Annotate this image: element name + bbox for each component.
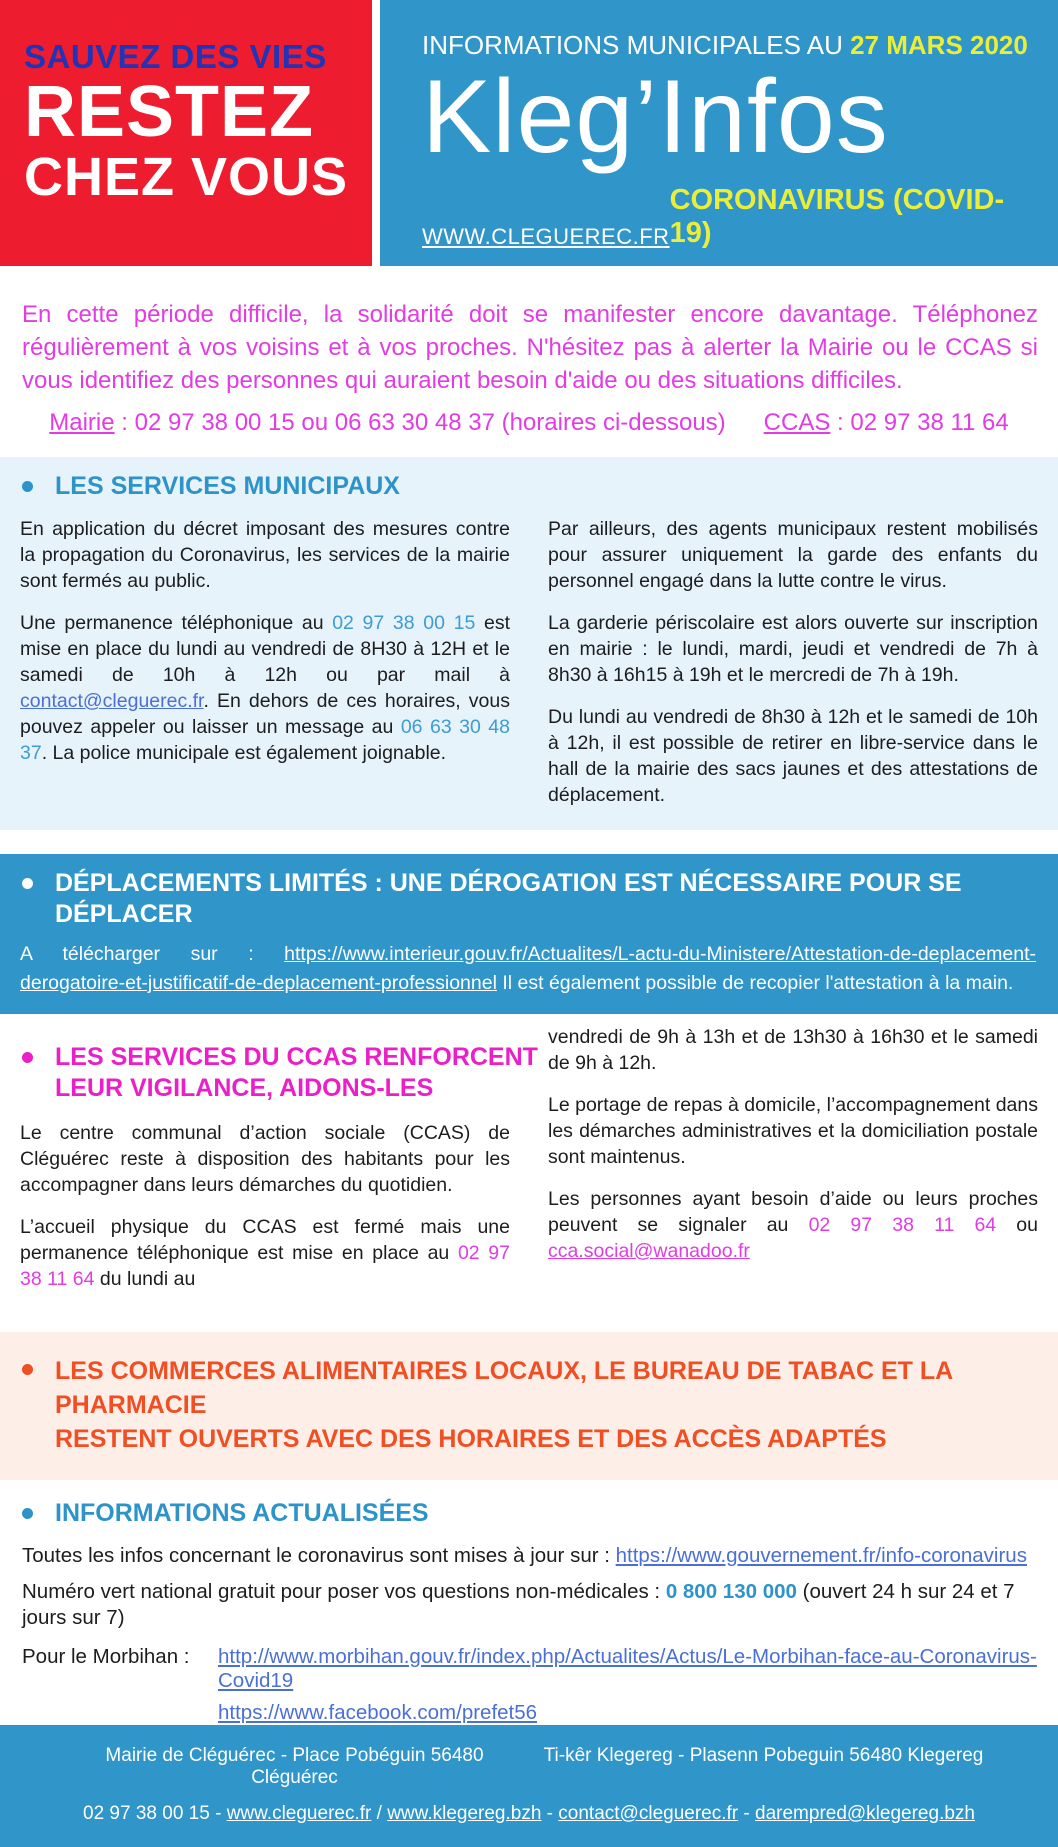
services-left-p1: En application du décret imposant des mesures contre la propagation du Coronavirus, les services de la mairie sont fermés au public. xyxy=(20,518,510,592)
phone-number: 02 97 38 00 15 xyxy=(332,612,476,634)
bullet-icon xyxy=(22,878,33,889)
morbihan-links xyxy=(218,1645,1038,1725)
mairie-email-link[interactable]: contact@cleguerec.fr xyxy=(20,690,204,712)
text: . La police municipale est également joignable. xyxy=(41,742,447,764)
morbihan-label: Pour le Morbihan : xyxy=(22,1645,190,1668)
footer-contacts xyxy=(60,1803,998,1825)
services-right-p1: Par ailleurs, des agents municipaux restent mobilisés pour assurer uniquement la garde des enfants du personnel engagé dans la lutte contre le virus. xyxy=(548,518,1038,592)
slogan-restez: RESTEZ xyxy=(24,72,315,152)
footer-site-bzh-link[interactable]: www.klegereg.bzh xyxy=(387,1803,542,1824)
section-commerces xyxy=(0,1332,1058,1480)
services-columns xyxy=(14,516,1038,824)
ccas-left-column xyxy=(20,1120,510,1308)
infos-heading-row xyxy=(14,1498,1038,1529)
text: (ouvert 24 h sur 24 et 7 jours sur 7) xyxy=(22,1580,1015,1629)
footer-email-bzh-link[interactable]: darempred@klegereg.bzh xyxy=(755,1803,975,1824)
text: . En dehors de ces horaires, vous pouvez appeler ou laisser un message au xyxy=(20,690,510,738)
section-ccas xyxy=(0,1026,1058,1308)
ccas-contact xyxy=(764,409,1009,437)
contacts-line xyxy=(0,409,1058,437)
text: A télécharger sur : xyxy=(20,943,285,965)
infos-title: INFORMATIONS ACTUALISÉES xyxy=(55,1499,429,1527)
section-deplacements xyxy=(0,854,1058,1014)
green-number: 0 800 130 000 xyxy=(665,1580,797,1603)
ccas-right-p3 xyxy=(548,1186,1038,1264)
text: Numéro vert national gratuit pour poser vos questions non-médicales : xyxy=(22,1580,666,1603)
masthead-kicker xyxy=(422,30,1032,61)
services-left-p2 xyxy=(20,610,510,766)
stay-home-banner xyxy=(0,0,372,266)
bullet-icon xyxy=(22,1052,33,1063)
services-right-p2: La garderie périscolaire est alors ouverte sur inscription en mairie : le lundi, mardi, jeudi et vendredi de 7h à 8h30 à 16h15 à 19h et le mercredi de 7h à 19h. xyxy=(548,612,1038,686)
mairie-contact xyxy=(49,409,725,437)
footer-address-fr: Mairie de Cléguérec - Place Pobéguin 56480 Cléguérec xyxy=(105,1745,484,1788)
deplacements-body xyxy=(14,940,1040,998)
ccas-title xyxy=(55,1042,538,1104)
section-services-municipaux xyxy=(0,457,1058,830)
morbihan-row xyxy=(22,1645,1038,1725)
services-left-column xyxy=(20,516,510,824)
intro-paragraph: En cette période difficile, la solidarité doit se manifester encore davantage. Téléphonez régulièrement à vos voisins et à vos proches. N'hésitez pas à alerter la Mairie ou le CCAS si vous identifiez des personnes qui auraient besoin d'aide ou des situations difficiles. xyxy=(22,301,1038,394)
text: - xyxy=(541,1803,559,1824)
issue-date: 27 MARS 2020 xyxy=(850,30,1028,60)
footer-site-fr-link[interactable]: www.cleguerec.fr xyxy=(226,1803,372,1824)
section-infos xyxy=(0,1498,1058,1725)
text: Une permanence téléphonique au xyxy=(20,612,333,634)
services-right-column xyxy=(548,516,1038,824)
phone-number: 02 97 38 11 64 xyxy=(20,1242,510,1290)
infos-line2 xyxy=(22,1579,1038,1631)
bullet-icon xyxy=(22,1508,33,1519)
commerces-title-line2: RESTENT OUVERTS AVEC DES HORAIRES ET DES ACCÈS ADAPTÉS xyxy=(55,1425,887,1453)
ccas-right-p2: Le portage de repas à domicile, l’accompagnement dans les démarches administratives et la domiciliation postale sont maintenus. xyxy=(548,1094,1038,1168)
footer xyxy=(0,1725,1058,1847)
website-link[interactable]: WWW.CLEGUEREC.FR xyxy=(422,224,670,249)
services-right-p3: Du lundi au vendredi de 8h30 à 12h et le samedi de 10h à 12h, il est possible de retirer en libre-service dans le hall de la mairie des sacs jaunes et des attestations de déplacement. xyxy=(548,706,1038,806)
kicker-text: INFORMATIONS MUNICIPALES AU xyxy=(422,30,851,60)
footer-email-fr-link[interactable]: contact@cleguerec.fr xyxy=(558,1803,739,1824)
text: / xyxy=(371,1803,388,1824)
slogan-save-lives: SAUVEZ DES VIES xyxy=(24,38,327,75)
text: du lundi au xyxy=(94,1268,196,1290)
commerces-title xyxy=(55,1354,1040,1456)
mairie-label: Mairie xyxy=(49,409,115,436)
phone-number: 06 63 30 48 37 xyxy=(20,716,510,764)
slogan-chez-vous: CHEZ VOUS xyxy=(24,147,349,207)
attestation-link[interactable]: https://www.interieur.gouv.fr/Actualites/L-actu-du-Ministere/Attestation-de-deplacement-derogatoire-et-justificatif-de-deplacement-professionnel xyxy=(20,943,1036,994)
bullet-icon xyxy=(22,1364,33,1375)
masthead-bottom xyxy=(422,184,1032,250)
text: Les personnes ayant besoin d’aide ou leurs proches peuvent se signaler au xyxy=(548,1188,1038,1236)
ccas-right-column xyxy=(548,1024,1038,1308)
footer-addresses xyxy=(60,1745,998,1789)
deplacements-title: DÉPLACEMENTS LIMITÉS : UNE DÉROGATION EST NÉCESSAIRE POUR SE DÉPLACER xyxy=(55,869,962,928)
covid-label: CORONAVIRUS (COVID-19) xyxy=(669,184,1005,249)
ccas-label: CCAS xyxy=(763,409,831,436)
deplacements-heading-row xyxy=(14,868,1040,930)
text: Toutes les infos concernant le coronavirus sont mises à jour sur : xyxy=(22,1544,616,1567)
commerces-title-line1: LES COMMERCES ALIMENTAIRES LOCAUX, LE BUREAU DE TABAC ET LA PHARMACIE xyxy=(55,1357,953,1419)
masthead xyxy=(380,0,1058,266)
bullet-icon xyxy=(22,481,33,492)
bulletin-title: Kleg’Infos xyxy=(422,59,889,175)
ccas-right-p1: vendredi de 9h à 13h et de 13h30 à 16h30 et le samedi de 9h à 12h. xyxy=(548,1026,1038,1074)
ccas-email-link[interactable]: cca.social@wanadoo.fr xyxy=(548,1240,750,1262)
services-heading-row xyxy=(14,471,1038,502)
morbihan-gouv-link[interactable]: http://www.morbihan.gouv.fr/index.php/Actualites/Actus/Le-Morbihan-face-au-Coronavirus-Covid19 xyxy=(218,1645,1037,1692)
ccas-left-p1: Le centre communal d’action sociale (CCAS) de Cléguérec reste à disposition des habitants pour les accompagner dans leurs démarches du quotidien. xyxy=(20,1122,510,1196)
commerces-heading-row xyxy=(14,1354,1040,1456)
ccas-left-p2 xyxy=(20,1214,510,1292)
ccas-title-line1: LES SERVICES DU CCAS RENFORCENT xyxy=(55,1043,538,1071)
services-title: LES SERVICES MUNICIPAUX xyxy=(55,472,400,500)
footer-address-br: Ti-kêr Klegereg - Plasenn Pobeguin 56480 Klegereg xyxy=(543,1745,984,1766)
mairie-numbers: : 02 97 38 00 15 ou 06 63 30 48 37 (horaires ci-dessous) xyxy=(114,409,726,436)
ccas-title-line2: LEUR VIGILANCE, AIDONS-LES xyxy=(55,1074,434,1102)
prefet56-facebook-link[interactable]: https://www.facebook.com/prefet56 xyxy=(218,1701,538,1724)
text: - xyxy=(738,1803,756,1824)
phone-number: 02 97 38 11 64 xyxy=(808,1214,997,1236)
ccas-number: : 02 97 38 11 64 xyxy=(830,409,1009,436)
text: L’accueil physique du CCAS est fermé mais une permanence téléphonique est mise en place au xyxy=(20,1216,510,1264)
infos-line1 xyxy=(22,1543,1038,1569)
text: Il est également possible de recopier l'attestation à la main. xyxy=(496,972,1014,994)
header xyxy=(0,0,1058,266)
gouvernement-link[interactable]: https://www.gouvernement.fr/info-coronavirus xyxy=(615,1544,1027,1567)
text: est mise en place du lundi au vendredi de 8H30 à 12H et le samedi de 10h à 12h ou par mail à xyxy=(20,612,510,686)
text: ou xyxy=(996,1214,1038,1236)
footer-phone: 02 97 38 00 15 - xyxy=(83,1803,227,1824)
